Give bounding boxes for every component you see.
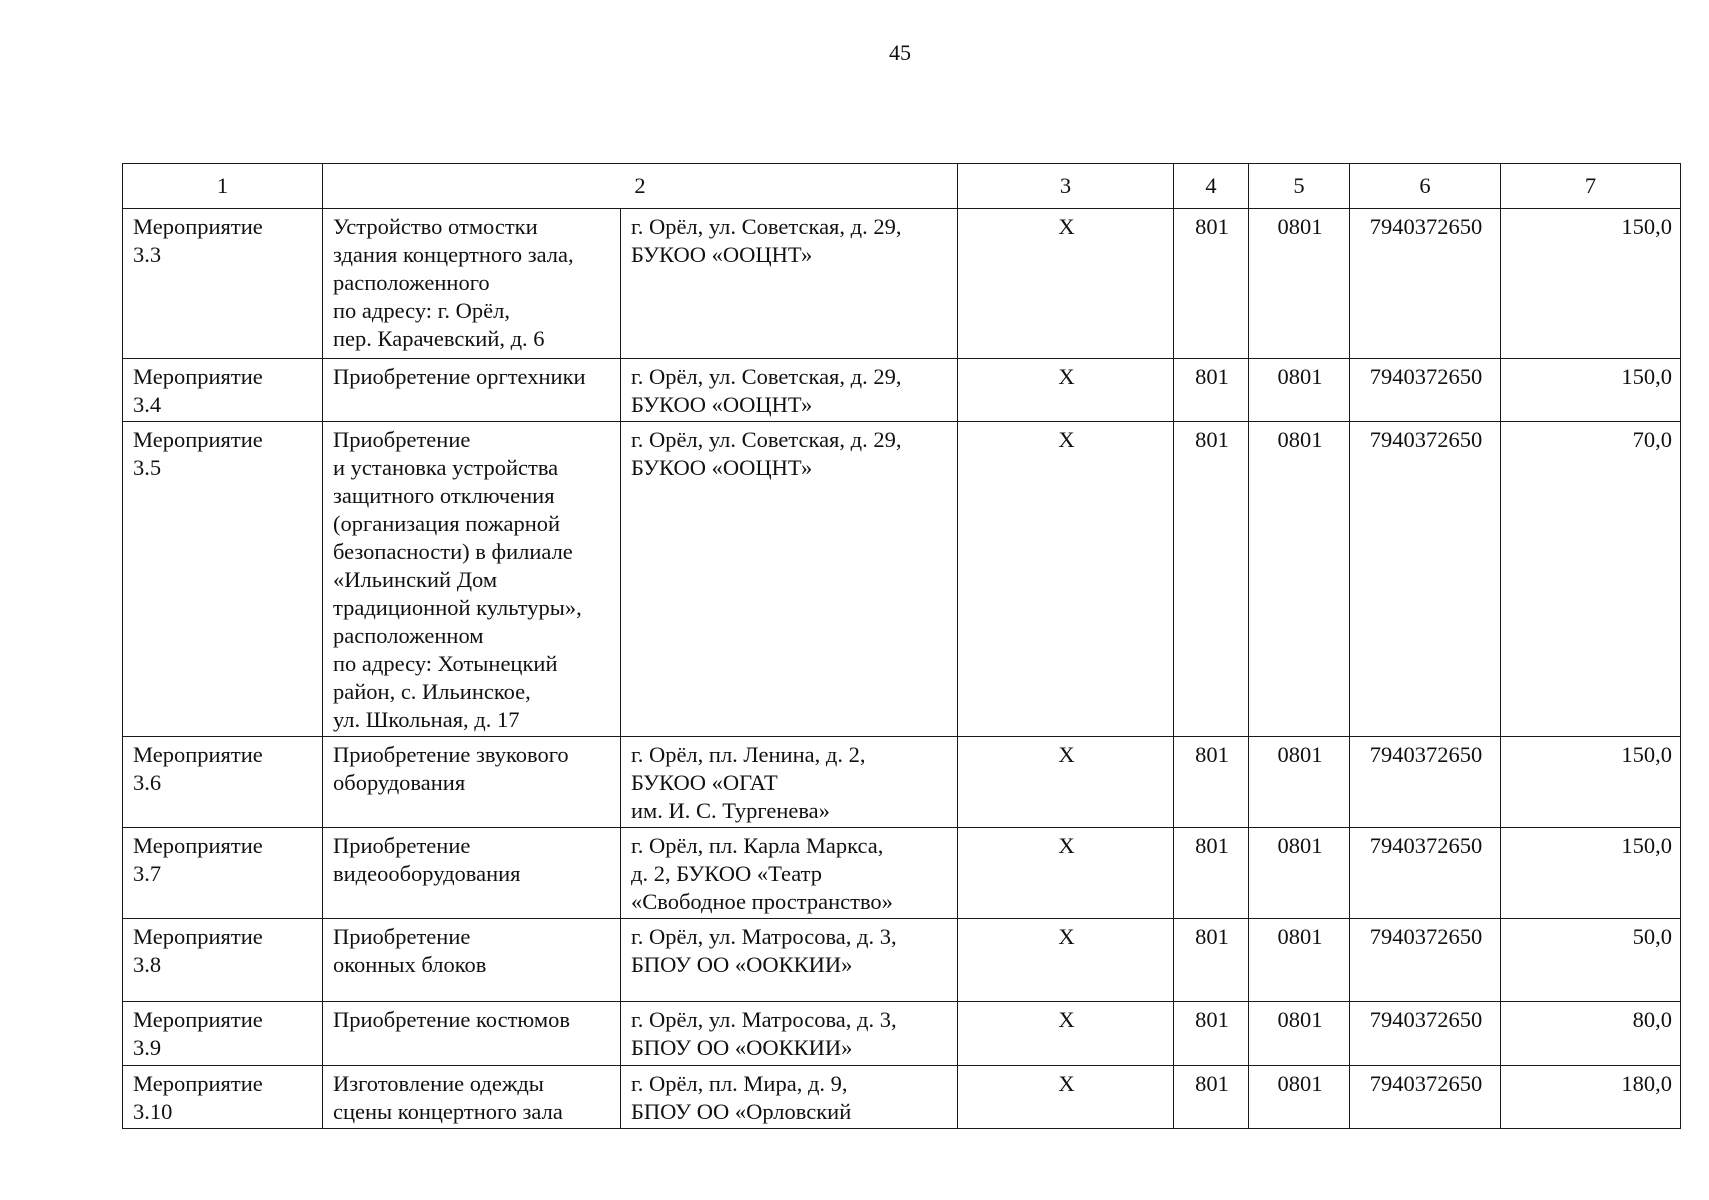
measure-col6: 7940372650	[1350, 919, 1501, 1002]
measure-col6: 7940372650	[1350, 1066, 1501, 1129]
measure-col7: 150,0	[1501, 828, 1681, 919]
measure-col4: 801	[1174, 737, 1249, 828]
measure-address: г. Орёл, ул. Советская, д. 29, БУКОО «ООЦНТ»	[621, 209, 958, 359]
measure-col5: 0801	[1249, 422, 1350, 737]
measure-col5: 0801	[1249, 209, 1350, 359]
measure-col4: 801	[1174, 209, 1249, 359]
measure-name: Мероприятие 3.8	[123, 919, 323, 1002]
measure-col6: 7940372650	[1350, 422, 1501, 737]
measure-col4: 801	[1174, 359, 1249, 422]
header-cell-2: 2	[323, 164, 958, 209]
header-row	[123, 164, 1681, 209]
measure-col5: 0801	[1249, 919, 1350, 1002]
measure-name: Мероприятие 3.7	[123, 828, 323, 919]
measure-col6: 7940372650	[1350, 1002, 1501, 1066]
measure-col7: 150,0	[1501, 209, 1681, 359]
measure-col5: 0801	[1249, 737, 1350, 828]
header-cell-4: 4	[1174, 164, 1249, 209]
measure-col3: Х	[958, 422, 1174, 737]
table-row	[123, 919, 1681, 1002]
measure-title: Приобретение оргтехники	[323, 359, 621, 422]
header-cell-3: 3	[958, 164, 1174, 209]
measure-title: Приобретение звукового оборудования	[323, 737, 621, 828]
measure-col5: 0801	[1249, 828, 1350, 919]
table-row	[123, 737, 1681, 828]
measure-col7: 150,0	[1501, 359, 1681, 422]
measure-col5: 0801	[1249, 1002, 1350, 1066]
page-number: 45	[889, 40, 911, 65]
measure-col6: 7940372650	[1350, 737, 1501, 828]
measure-col5: 0801	[1249, 1066, 1350, 1129]
measure-address: г. Орёл, ул. Советская, д. 29, БУКОО «ООЦНТ»	[621, 422, 958, 737]
measure-address: г. Орёл, ул. Матросова, д. 3, БПОУ ОО «ООККИИ»	[621, 919, 958, 1002]
measure-name: Мероприятие 3.9	[123, 1002, 323, 1066]
measure-col7: 180,0	[1501, 1066, 1681, 1129]
measure-col3: Х	[958, 359, 1174, 422]
table-row	[123, 422, 1681, 737]
header-cell-6: 6	[1350, 164, 1501, 209]
measure-col7: 80,0	[1501, 1002, 1681, 1066]
measure-col3: Х	[958, 1066, 1174, 1129]
measure-col5: 0801	[1249, 359, 1350, 422]
table-row	[123, 1066, 1681, 1129]
measure-address: г. Орёл, пл. Ленина, д. 2, БУКОО «ОГАТ им. И. С. Тургенева»	[621, 737, 958, 828]
measure-col3: Х	[958, 828, 1174, 919]
header-cell-1: 1	[123, 164, 323, 209]
measure-title: Приобретение и установка устройства защитного отключения (организация пожарной безопасности) в филиале «Ильинский Дом традиционной культуры», расположенном по адресу: Хотынецкий район, с. Ильинское, ул. Школьная, д. 17	[323, 422, 621, 737]
measure-col7: 50,0	[1501, 919, 1681, 1002]
measure-title: Устройство отмостки здания концертного зала, расположенного по адресу: г. Орёл, пер. Карачевский, д. 6	[323, 209, 621, 359]
measure-name: Мероприятие 3.3	[123, 209, 323, 359]
measure-address: г. Орёл, пл. Мира, д. 9, БПОУ ОО «Орловский	[621, 1066, 958, 1129]
measure-col3: Х	[958, 209, 1174, 359]
table-body	[123, 209, 1681, 1129]
measure-col7: 70,0	[1501, 422, 1681, 737]
measure-col4: 801	[1174, 1002, 1249, 1066]
measure-col3: Х	[958, 919, 1174, 1002]
measure-col6: 7940372650	[1350, 359, 1501, 422]
measure-name: Мероприятие 3.10	[123, 1066, 323, 1129]
measures-table	[122, 163, 1681, 1129]
measure-name: Мероприятие 3.5	[123, 422, 323, 737]
measure-name: Мероприятие 3.6	[123, 737, 323, 828]
header-cell-5: 5	[1249, 164, 1350, 209]
measure-address: г. Орёл, ул. Матросова, д. 3, БПОУ ОО «ООККИИ»	[621, 1002, 958, 1066]
measure-name: Мероприятие 3.4	[123, 359, 323, 422]
measure-col6: 7940372650	[1350, 828, 1501, 919]
table-row	[123, 359, 1681, 422]
measure-col4: 801	[1174, 1066, 1249, 1129]
measure-col4: 801	[1174, 919, 1249, 1002]
measure-col6: 7940372650	[1350, 209, 1501, 359]
measure-title: Изготовление одежды сцены концертного зала	[323, 1066, 621, 1129]
measure-address: г. Орёл, ул. Советская, д. 29, БУКОО «ООЦНТ»	[621, 359, 958, 422]
measure-col4: 801	[1174, 422, 1249, 737]
measure-col7: 150,0	[1501, 737, 1681, 828]
header-cell-7: 7	[1501, 164, 1681, 209]
measure-title: Приобретение костюмов	[323, 1002, 621, 1066]
measure-col4: 801	[1174, 828, 1249, 919]
measure-title: Приобретение оконных блоков	[323, 919, 621, 1002]
measure-col3: Х	[958, 1002, 1174, 1066]
table-row	[123, 209, 1681, 359]
measure-title: Приобретение видеооборудования	[323, 828, 621, 919]
measure-col3: Х	[958, 737, 1174, 828]
measure-address: г. Орёл, пл. Карла Маркса, д. 2, БУКОО «Театр «Свободное пространство»	[621, 828, 958, 919]
table-row	[123, 828, 1681, 919]
table-row	[123, 1002, 1681, 1066]
